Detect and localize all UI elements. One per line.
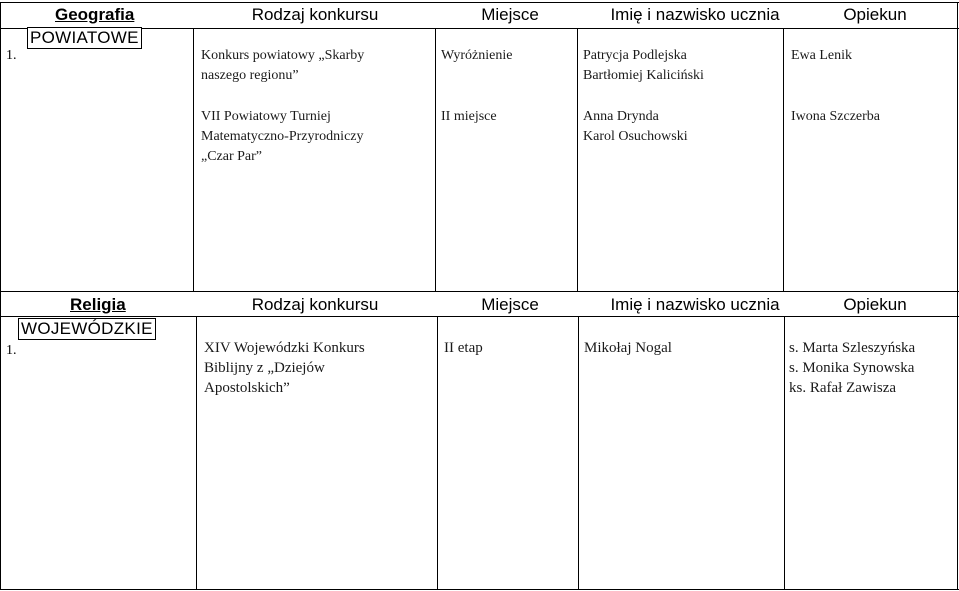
rel-col-divider-3	[578, 316, 579, 589]
rel-row-number: 1.	[6, 343, 17, 358]
geo-header-bottom	[0, 28, 959, 29]
geo-row2-place: II miejsce	[441, 109, 497, 124]
geo-section-label: POWIATOWE	[27, 27, 142, 49]
geo-row1-place: Wyróżnienie	[441, 48, 513, 63]
rel-section-label: WOJEWÓDZKIE	[18, 318, 156, 340]
rel-row1-tutor: s. Marta Szleszyńska s. Monika Synowska ks. Rafał Zawisza	[789, 340, 916, 396]
rel-subject-header: Religia	[70, 295, 126, 314]
rel-header-contest: Rodzaj konkursu	[251, 295, 379, 314]
rel-header-student: Imię i nazwisko ucznia	[610, 295, 780, 314]
geo-left-border	[0, 2, 1, 292]
rel-left-border	[0, 291, 1, 590]
geo-header-contest: Rodzaj konkursu	[251, 5, 379, 24]
geo-row1-tutor: Ewa Lenik	[791, 48, 853, 63]
geo-row-number: 1.	[6, 48, 17, 63]
rel-col-divider-4	[784, 316, 785, 589]
geo-row1-students: Patrycja Podlejska Bartłomiej Kaliciński	[583, 48, 704, 83]
rel-bottom-border	[0, 589, 959, 590]
geo-header-tutor: Opiekun	[843, 5, 907, 24]
geo-subject-header: Geografia	[55, 5, 135, 24]
geo-header-student: Imię i nazwisko ucznia	[610, 5, 780, 24]
geo-row2-students: Anna Drynda Karol Osuchowski	[583, 109, 688, 144]
geo-col-divider-3	[577, 28, 578, 291]
rel-row1-place: II etap	[444, 340, 483, 356]
geo-col-divider-1	[193, 28, 194, 291]
rel-col-divider-2	[437, 316, 438, 589]
rel-row1-students: Mikołaj Nogal	[584, 340, 672, 356]
geo-right-border	[957, 2, 958, 292]
rel-right-border	[957, 291, 958, 590]
rel-header-tutor: Opiekun	[843, 295, 907, 314]
geo-row2-contest: VII Powiatowy Turniej Matematyczno-Przyrodniczy „Czar Par”	[201, 109, 364, 164]
geo-header-place: Miejsce	[481, 5, 539, 24]
rel-header-place: Miejsce	[481, 295, 539, 314]
geo-col-divider-4	[783, 28, 784, 291]
rel-row1-contest: XIV Wojewódzki Konkurs Biblijny z „Dziejów Apostolskich”	[204, 340, 365, 396]
geo-row2-tutor: Iwona Szczerba	[791, 109, 881, 124]
geo-row1-contest: Konkurs powiatowy „Skarby naszego regionu”	[201, 48, 365, 83]
rel-col-divider-1	[196, 316, 197, 589]
geo-col-divider-2	[435, 28, 436, 291]
